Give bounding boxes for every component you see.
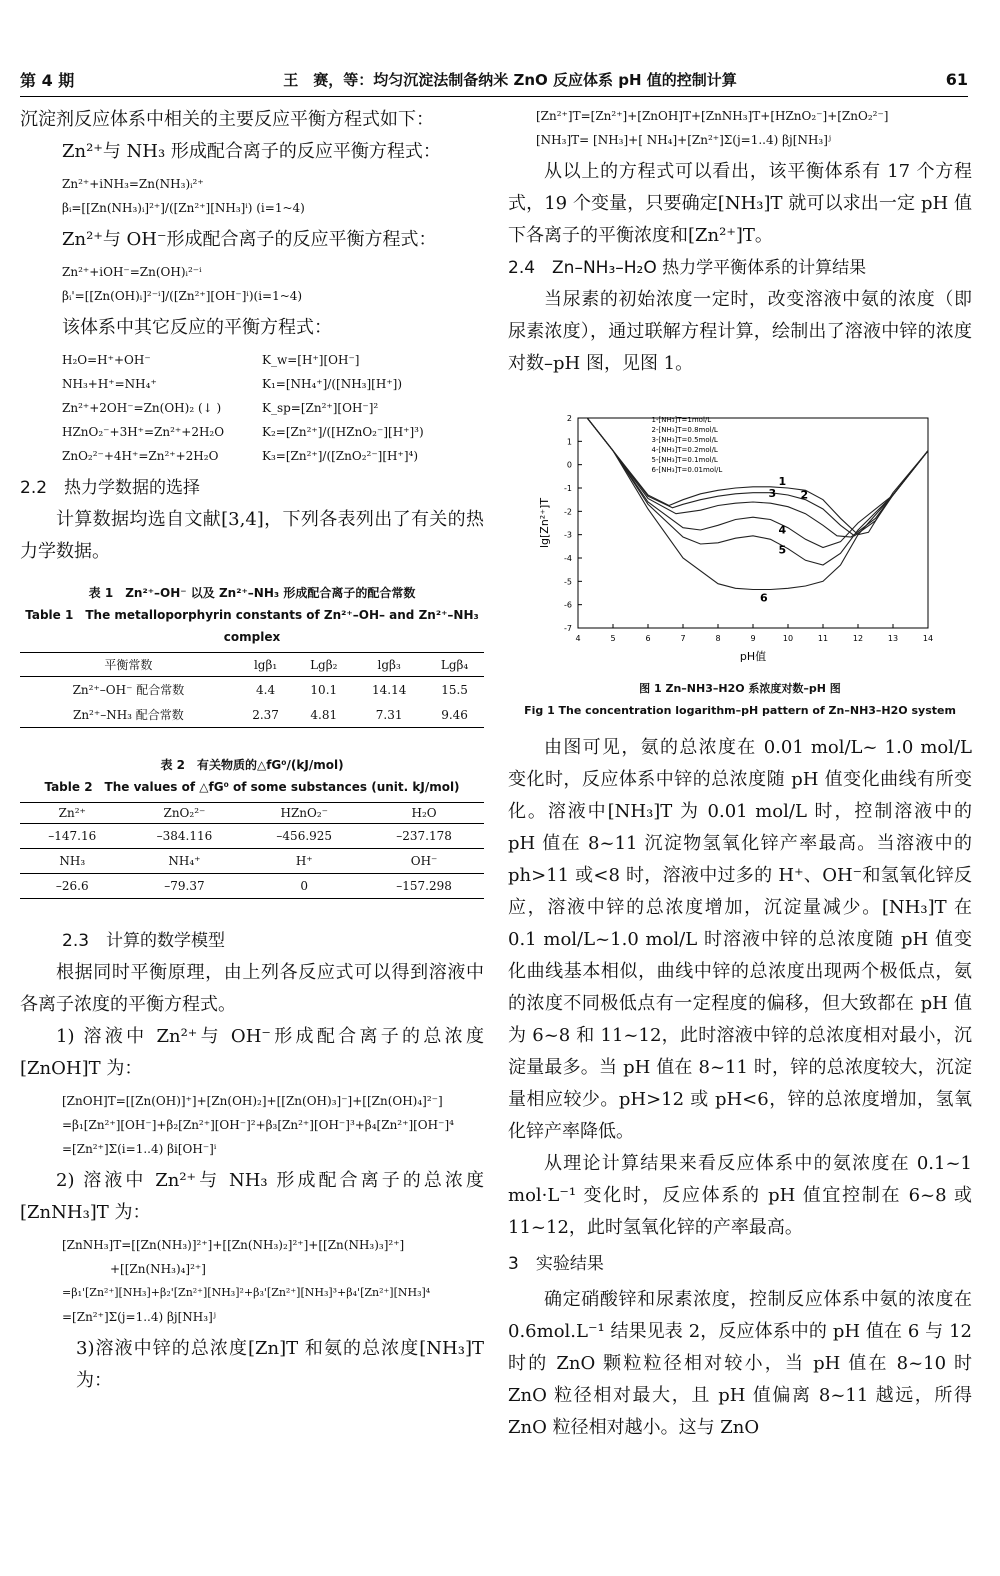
equation: =β₁'[Zn²⁺][NH₃]+β₂'[Zn²⁺][NH₃]²+β₃'[Zn²⁺][NH₃]³+β₄'[Zn²⁺][NH₃]⁴ [62, 1286, 431, 1299]
equation: Zn²⁺+2OH⁻=Zn(OH)₂ (↓ ) [62, 401, 222, 415]
y-tick-label: -2 [564, 507, 572, 517]
equation: +[[Zn(NH₃)₄]²⁺] [110, 1262, 206, 1276]
y-tick-label: -5 [564, 577, 572, 587]
series-line [578, 406, 928, 536]
equation: =[Zn²⁺]Σ(j=1..4) βj[NH₃]ʲ [62, 1310, 216, 1324]
table-row [20, 702, 484, 728]
table-cell: –456.925 [244, 824, 364, 849]
series-line [578, 406, 928, 589]
table-cell: –157.298 [364, 874, 484, 899]
y-tick-label: -6 [564, 600, 572, 610]
equation-row [62, 352, 484, 368]
table-header: lgβ₁ [237, 653, 295, 677]
x-tick-label: 14 [922, 634, 934, 643]
y-axis-label: lg[Zn²⁺]T [538, 497, 551, 549]
paragraph: Zn²⁺与 OH⁻形成配合离子的反应平衡方程式： [62, 229, 437, 250]
section-heading: 2.3 计算的数学模型 [62, 931, 226, 951]
x-tick-label: 5 [610, 634, 616, 643]
table-cell: 14.14 [371, 682, 407, 697]
right-column [508, 104, 972, 1444]
paragraph: 根据同时平衡原理，由上列各反应式可以得到溶液中各离子浓度的平衡方程式。 [20, 962, 484, 1015]
table-cell: –147.16 [20, 824, 125, 849]
equation-row [62, 400, 484, 416]
table-caption-en: Table 1 The metalloporphyrin constants of Zn²⁺–OH– and Zn²⁺–NH₃ complex [25, 608, 479, 644]
table-cell: Zn²⁺–NH₃ 配合常数 [20, 702, 237, 728]
table-header: ZnO₂²⁻ [125, 803, 245, 824]
table-cell: 9.46 [425, 702, 484, 728]
y-tick-label: -7 [564, 624, 572, 633]
table-caption: 表 1 Zn²⁺–OH⁻ 以及 Zn²⁺–NH₃ 形成配合离子的配合常数 [88, 586, 416, 600]
series-label: 3 [768, 487, 777, 501]
series-label: 6 [760, 591, 768, 605]
complex-constants-table [20, 652, 484, 728]
figure-caption: 图 1 Zn–NH3–H2O 系浓度对数–pH 图 [639, 682, 841, 695]
equation: H₂O=H⁺+OH⁻ [62, 353, 151, 367]
paragraph: 计算数据均选自文献[3,4]，下列各表列出了有关的热力学数据。 [20, 509, 484, 562]
x-tick-label: 11 [817, 634, 829, 643]
equation: βᵢ'=[[Zn(OH)ᵢ]²⁻ⁱ]/([Zn²⁺][OH⁻]ⁱ)(i=1~4) [62, 289, 303, 303]
equation-row [62, 376, 484, 392]
table-row [20, 874, 484, 899]
series-label: 4 [778, 523, 787, 537]
series-label: 2 [800, 488, 809, 502]
table-caption: 表 2 有关物质的△fG⁰/(kJ/mol) [160, 758, 344, 772]
table-header: lgβ₃ [353, 653, 425, 677]
x-tick-label: 6 [645, 634, 651, 643]
y-tick-label: 0 [566, 460, 572, 470]
paragraph: 该体系中其它反应的平衡方程式： [62, 317, 332, 338]
x-tick-label: 4 [575, 634, 581, 643]
y-tick-label: -3 [564, 530, 572, 540]
paragraph: 由图可见，氨的总浓度在 0.01 mol/L~ 1.0 mol/L 变化时，反应体系中锌的总浓度随 pH 值变化曲线有所变化。溶液中[NH₃]T 为 0.01 mol/L 时，控制溶液中的 pH 值在 8~11 沉淀物氢氧化锌产率最高。当溶液中的 ph>11 或<8 时，溶液中过多的 H⁺、OH⁻和氢氧化锌反应，溶液中锌的总浓度增加，沉淀量减少。[NH₃]T 在 0.1 mol/L~1.0 mol/L 时溶液中锌的总浓度随 pH 值变化曲线基本相似，曲线中锌的总浓度出现两个极低点，氨的浓度不同极低点有一定程度的偏移，但大致都在 pH 值为 6~8 和 11~12，此时溶液中锌的总浓度相对最小，沉淀量最多。当 pH 值在 8~11 时，锌的总浓度较大，沉淀量相应较少。pH>12 或 pH<6，锌的总浓度增加，氢氧化锌产率降低。 [508, 737, 972, 1142]
table-header: Lgβ₂ [294, 653, 353, 677]
table-cell: OH⁻ [364, 849, 484, 874]
equation: ZnO₂²⁻+4H⁺=Zn²⁺+2H₂O [62, 449, 219, 463]
legend-entry: 3-[NH₃]T=0.5mol/L [651, 436, 718, 444]
running-title: 王 赛，等：均匀沉淀法制备纳米 ZnO 反应体系 pH 值的控制计算 [283, 70, 737, 89]
equation-row [62, 448, 484, 464]
table-cell: 0 [244, 874, 364, 899]
table-cell: NH₃ [20, 849, 125, 874]
equation: HZnO₂⁻+3H⁺=Zn²⁺+2H₂O [62, 425, 225, 439]
equation: [ZnOH]T=[[Zn(OH)]⁺]+[Zn(OH)₂]+[[Zn(OH)₃]⁻]+[[Zn(OH)₄]²⁻] [62, 1094, 443, 1108]
x-tick-label: 10 [782, 634, 794, 643]
legend-entry: 5-[NH₃]T=0.1mol/L [651, 456, 718, 464]
paragraph: 确定硝酸锌和尿素浓度，控制反应体系中氨的浓度在 0.6mol.L⁻¹ 结果见表 2，反应体系中的 pH 值在 6 与 12 时的 ZnO 颗粒粒径相对较小，当 pH 值在 8~10 时 ZnO 粒径相对最大，且 pH 值偏离 8~11 越远，所得 ZnO 粒径相对越小。这与 ZnO [508, 1289, 972, 1438]
x-tick-label: 13 [887, 634, 899, 643]
y-tick-label: -4 [564, 554, 572, 563]
legend-entry: 1-[NH₃]T=1mol/L [651, 416, 712, 424]
table-cell: 4.81 [294, 702, 353, 728]
paragraph: 沉淀剂反应体系中相关的主要反应平衡方程式如下： [20, 109, 434, 130]
running-header [20, 66, 968, 92]
x-tick-label: 8 [715, 634, 721, 643]
series-label: 5 [778, 543, 787, 557]
table-header: HZnO₂⁻ [244, 803, 364, 824]
equation: K₂=[Zn²⁺]/([HZnO₂⁻][H⁺]³) [262, 425, 424, 439]
equation: =[Zn²⁺]Σ(i=1..4) βi[OH⁻]ⁱ [62, 1142, 217, 1156]
table-cell: 7.31 [353, 702, 425, 728]
equation: βᵢ=[[Zn(NH₃)ᵢ]²⁺]/([Zn²⁺][NH₃]ⁱ) (i=1~4) [62, 201, 305, 215]
table-cell: H⁺ [244, 849, 364, 874]
paragraph: 从以上的方程式可以看出，该平衡体系有 17 个方程式，19 个变量，只要确定[NH₃]T 就可以求出一定 pH 值下各离子的平衡浓度和[Zn²⁺]T。 [508, 161, 972, 246]
x-tick-label: 12 [852, 634, 864, 643]
section-heading: 3 实验结果 [508, 1254, 604, 1274]
legend-entry: 4-[NH₃]T=0.2mol/L [651, 446, 718, 454]
gibbs-energy-table [20, 802, 484, 899]
page-number: 61 [945, 69, 968, 89]
equation-row [62, 424, 484, 440]
table-caption-en: Table 2 The values of △fG⁰ of some substances (unit. kJ/mol) [44, 780, 460, 794]
table-cell: NH₄⁺ [125, 849, 245, 874]
equation: K_w=[H⁺][OH⁻] [262, 353, 360, 367]
table-cell: 10.1 [310, 682, 338, 697]
paragraph: 3)溶液中锌的总浓度[Zn]T 和氨的总浓度[NH₃]T 为： [76, 1338, 484, 1391]
table-header: Zn²⁺ [20, 803, 125, 824]
plot-frame [578, 418, 928, 628]
x-axis-label: pH值 [739, 650, 767, 663]
paragraph: 1) 溶液中 Zn²⁺与 OH⁻形成配合离子的总浓度[ZnOH]T 为： [20, 1026, 484, 1079]
series-line [578, 406, 928, 565]
table-row [20, 824, 484, 849]
series-label: 1 [778, 474, 787, 488]
table-header: 平衡常数 [20, 653, 237, 677]
table-row [20, 677, 484, 703]
equation: K_sp=[Zn²⁺][OH⁻]² [262, 401, 379, 415]
x-tick-label: 9 [750, 634, 756, 643]
issue-number: 第 4 期 [20, 70, 75, 90]
table-cell: 2.37 [237, 702, 295, 728]
equation: [Zn²⁺]T=[Zn²⁺]+[ZnOH]T+[ZnNH₃]T+[HZnO₂⁻]+[ZnO₂²⁻] [536, 109, 889, 123]
table-cell: –384.116 [125, 824, 245, 849]
equation: [ZnNH₃]T=[[Zn(NH₃)]²⁺]+[[Zn(NH₃)₂]²⁺]+[[Zn(NH₃)₃]²⁺] [62, 1238, 405, 1252]
table-header: Lgβ₄ [425, 653, 484, 677]
header-rule [20, 96, 968, 97]
y-tick-label: 2 [566, 414, 572, 423]
zn-concentration-ph-chart [508, 388, 972, 668]
table-cell: 15.5 [441, 682, 468, 697]
table-cell: Zn²⁺–OH⁻ 配合常数 [72, 683, 185, 697]
equation: =β₁[Zn²⁺][OH⁻]+β₂[Zn²⁺][OH⁻]²+β₃[Zn²⁺][OH⁻]³+β₄[Zn²⁺][OH⁻]⁴ [62, 1118, 454, 1132]
table-cell: 4.4 [256, 682, 276, 697]
equation: [NH₃]T= [NH₃]+[ NH₄]+[Zn²⁺]Σ(j=1..4) βj[NH₃]ʲ [536, 133, 832, 147]
y-tick-label: 1 [566, 437, 572, 447]
equation: Zn²⁺+iOH⁻=Zn(OH)ᵢ²⁻ⁱ [62, 265, 202, 279]
x-tick-label: 7 [680, 634, 686, 643]
table-header: H₂O [364, 803, 484, 824]
table-row [20, 849, 484, 874]
equation: NH₃+H⁺=NH₄⁺ [62, 377, 157, 391]
legend-entry: 2-[NH₃]T=0.8mol/L [651, 426, 718, 434]
paragraph: 当尿素的初始浓度一定时，改变溶液中氨的浓度（即尿素浓度），通过联解方程计算，绘制出了溶液中锌的浓度对数–pH 图，见图 1。 [508, 289, 972, 374]
section-heading: 2.2 热力学数据的选择 [20, 478, 201, 498]
equation: K₃=[Zn²⁺]/([ZnO₂²⁻][H⁺]⁴) [262, 449, 419, 463]
paragraph: 2) 溶液中 Zn²⁺与 NH₃ 形成配合离子的总浓度[ZnNH₃]T 为： [20, 1170, 484, 1223]
paragraph: 从理论计算结果来看反应体系中的氨浓度在 0.1~1 mol·L⁻¹ 变化时，反应体系的 pH 值宜控制在 6~8 或 11~12，此时氢氧化锌的产率最高。 [508, 1153, 972, 1238]
table-cell: –26.6 [20, 874, 125, 899]
figure-caption-en: Fig 1 The concentration logarithm–pH pattern of Zn–NH3–H2O system [524, 704, 956, 717]
equation: Zn²⁺+iNH₃=Zn(NH₃)ᵢ²⁺ [62, 177, 204, 191]
equation: K₁=[NH₄⁺]/([NH₃][H⁺]) [262, 377, 403, 391]
table-cell: –237.178 [364, 824, 484, 849]
y-tick-label: -1 [564, 484, 572, 493]
left-column [20, 104, 484, 1397]
paragraph: Zn²⁺与 NH₃ 形成配合离子的反应平衡方程式： [62, 141, 441, 162]
legend-entry: 6-[NH₃]T=0.01mol/L [651, 466, 723, 474]
section-heading: 2.4 Zn–NH₃–H₂O 热力学平衡体系的计算结果 [508, 258, 867, 278]
table-cell: –79.37 [125, 874, 245, 899]
